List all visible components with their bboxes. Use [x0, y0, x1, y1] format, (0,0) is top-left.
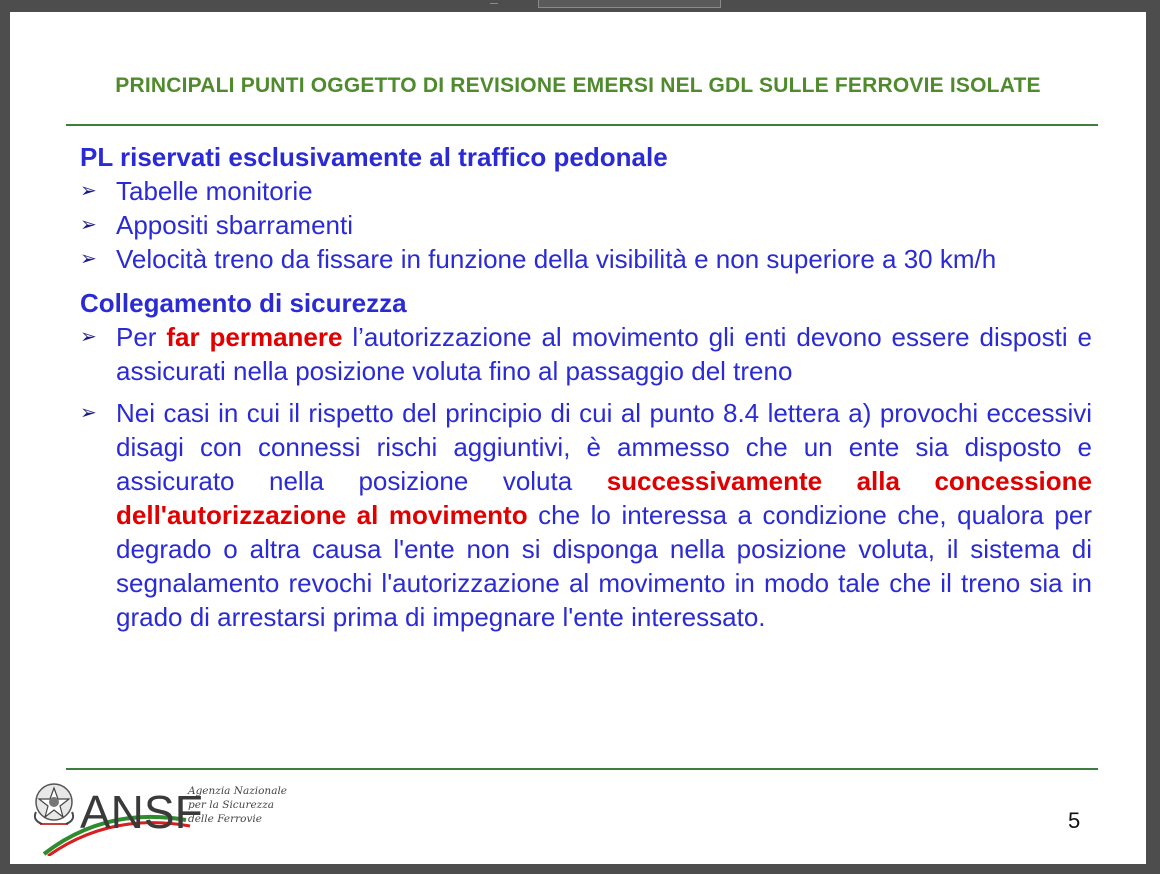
- logo-subtitle-line: delle Ferrovie: [188, 813, 262, 825]
- arrow-bullet-icon: ➢: [80, 402, 97, 424]
- slide: [10, 12, 1146, 864]
- emblem-icon: [35, 784, 73, 824]
- logo-wordmark: ANSF: [80, 786, 203, 838]
- bullet-list-pl: [80, 174, 1092, 276]
- viewer-toolbar-field[interactable]: [538, 0, 721, 8]
- list-item: [80, 320, 1092, 388]
- slide-content: [80, 140, 1092, 634]
- bullet-text: Appositi sbarramenti: [116, 210, 353, 240]
- list-spacer: [80, 388, 1092, 396]
- arrow-bullet-icon: ➢: [80, 180, 97, 202]
- arrow-bullet-icon: ➢: [80, 326, 97, 348]
- viewer-right-edge: [1146, 12, 1160, 874]
- viewer-toolbar-tick: [490, 0, 498, 4]
- bullet-text-after: l’autorizzazione al movimento gli enti devono essere disposti e assicurati nella posizione voluta fino al passaggio del treno: [116, 322, 1092, 386]
- list-item: [80, 396, 1092, 634]
- section-heading-pl: PL riservati esclusivamente al traffico pedonale: [80, 142, 668, 172]
- list-item: [80, 242, 1092, 276]
- logo-subtitle-line: Agenzia Nazionale: [188, 785, 288, 797]
- section-heading-collegamento: Collegamento di sicurezza: [80, 288, 407, 318]
- title-divider: [66, 124, 1098, 126]
- arrow-bullet-icon: ➢: [80, 214, 97, 236]
- bullet-text-before: Per: [116, 322, 167, 352]
- list-item: [80, 174, 1092, 208]
- viewer-top-bar: [0, 0, 1160, 12]
- slide-title: PRINCIPALI PUNTI OGGETTO DI REVISIONE EMERSI NEL GDL SULLE FERROVIE ISOLATE: [115, 74, 1041, 97]
- bullet-text: Velocità treno da fissare in funzione della visibilità e non superiore a 30 km/h: [116, 244, 997, 274]
- list-item: [80, 208, 1092, 242]
- bullet-text-after: che lo interessa a condizione che, qualora per degrado o altra causa l'ente non si disponga nella posizione voluta, il sistema di segnalamento revochi l'autorizzazione al movimento in modo tale che il treno sia in grado di arrestarsi prima di impegnare l'ente interessato.: [116, 500, 1093, 632]
- highlight-text: successivamente alla concessione dell'autorizzazione al movimento: [116, 466, 1092, 530]
- bullet-text-before: Nei casi in cui il rispetto del principio di cui al punto 8.4 lettera a) provochi eccessivi disagi con connessi rischi aggiuntivi, è ammesso che un ente sia disposto e assicurato nella posizione voluta: [116, 398, 1092, 496]
- bullet-list-collegamento: [80, 320, 1092, 634]
- bullet-text: Tabelle monitorie: [116, 176, 313, 206]
- arrow-bullet-icon: ➢: [80, 248, 97, 270]
- footer-divider: [66, 768, 1098, 770]
- highlight-text: far permanere: [166, 322, 343, 352]
- logo-subtitle: [188, 784, 287, 826]
- page-number: 5: [1068, 808, 1081, 833]
- logo-subtitle-line: per la Sicurezza: [188, 799, 274, 811]
